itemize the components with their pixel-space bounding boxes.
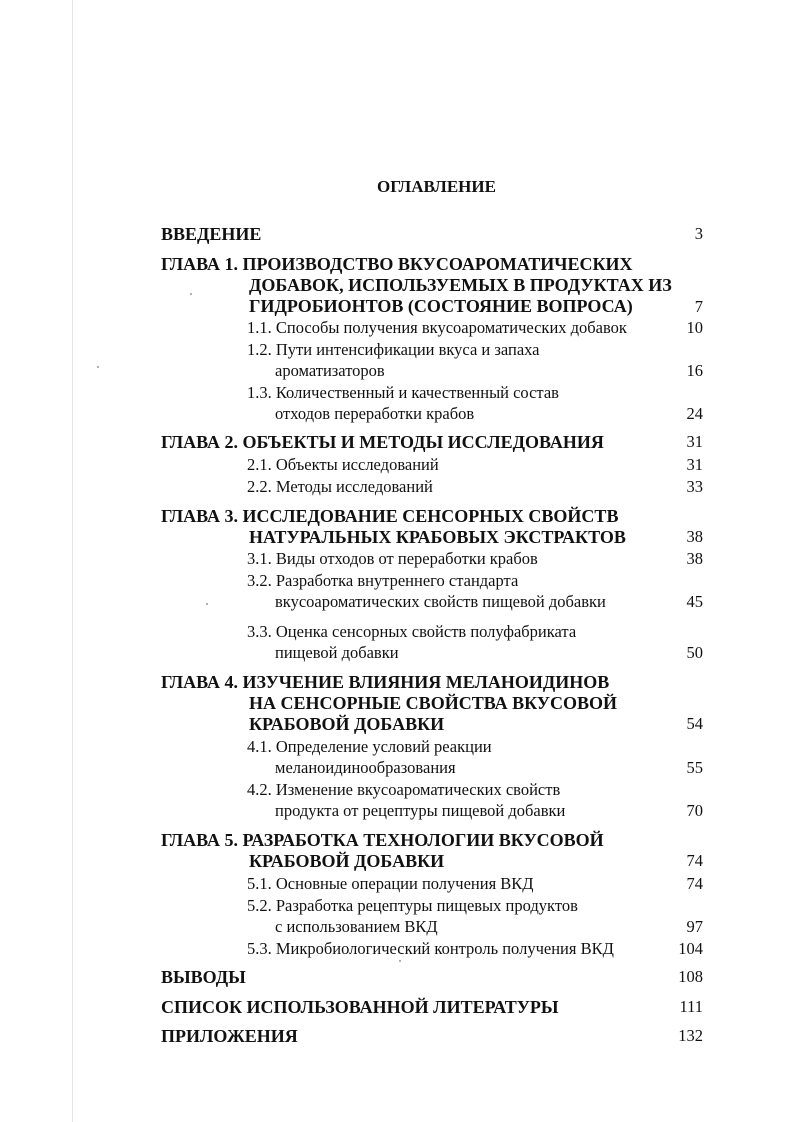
- toc-section-3-2[interactable]: 3.2. Разработка внутреннего стандарта: [247, 571, 519, 590]
- toc-heading-conclusions[interactable]: ВЫВОДЫ: [161, 967, 246, 987]
- toc-section-cont: вкусоароматических свойств пищевой добавки: [275, 592, 606, 611]
- toc-chapter-4-cont: КРАБОВОЙ ДОБАВКИ: [249, 714, 445, 734]
- toc-page-number: 31: [686, 455, 703, 474]
- toc-page-number: 7: [694, 297, 703, 316]
- toc-chapter-5[interactable]: ГЛАВА 5. РАЗРАБОТКА ТЕХНОЛОГИИ ВКУСОВОЙ: [161, 830, 604, 850]
- scan-edge-line: [72, 0, 73, 1122]
- toc-chapter-4-cont: НА СЕНСОРНЫЕ СВОЙСТВА ВКУСОВОЙ: [249, 693, 617, 713]
- toc-section-cont: меланоидинообразования: [275, 758, 456, 777]
- toc-page-number: 24: [686, 404, 703, 423]
- toc-page-number: 104: [678, 939, 703, 958]
- toc-page-number: 74: [686, 851, 703, 870]
- toc-section-cont: ароматизаторов: [275, 361, 385, 380]
- toc-page-number: 55: [686, 758, 703, 777]
- toc-page-number: 31: [686, 432, 703, 451]
- toc-chapter-3[interactable]: ГЛАВА 3. ИССЛЕДОВАНИЕ СЕНСОРНЫХ СВОЙСТВ: [161, 506, 619, 526]
- toc-section-5-1[interactable]: 5.1. Основные операции получения ВКД: [247, 874, 534, 893]
- toc-page-number: 38: [686, 549, 703, 568]
- toc-section-2-2[interactable]: 2.2. Методы исследований: [247, 477, 433, 496]
- toc-page-number: 54: [686, 714, 703, 733]
- toc-title: ОГЛАВЛЕНИЕ: [377, 177, 496, 196]
- scan-speck: [399, 960, 401, 962]
- toc-page-number: 132: [678, 1026, 703, 1045]
- toc-section-1-3[interactable]: 1.3. Количественный и качественный состав: [247, 383, 559, 402]
- toc-page-number: 16: [686, 361, 703, 380]
- scan-speck: [97, 366, 99, 368]
- toc-heading-introduction[interactable]: ВВЕДЕНИЕ: [161, 224, 262, 244]
- toc-heading-appendices[interactable]: ПРИЛОЖЕНИЯ: [161, 1026, 298, 1046]
- toc-page-number: 50: [686, 643, 703, 662]
- toc-page-number: 10: [686, 318, 703, 337]
- toc-page-number: 45: [686, 592, 703, 611]
- toc-section-2-1[interactable]: 2.1. Объекты исследований: [247, 455, 439, 474]
- toc-chapter-5-cont: КРАБОВОЙ ДОБАВКИ: [249, 851, 445, 871]
- toc-page-number: 33: [686, 477, 703, 496]
- toc-section-cont: продукта от рецептуры пищевой добавки: [275, 801, 566, 820]
- toc-section-5-2[interactable]: 5.2. Разработка рецептуры пищевых продуктов: [247, 896, 578, 915]
- toc-page-number: 111: [679, 997, 703, 1016]
- toc-heading-references[interactable]: СПИСОК ИСПОЛЬЗОВАННОЙ ЛИТЕРАТУРЫ: [161, 997, 559, 1017]
- toc-page-number: 108: [678, 967, 703, 986]
- toc-chapter-2[interactable]: ГЛАВА 2. ОБЪЕКТЫ И МЕТОДЫ ИССЛЕДОВАНИЯ: [161, 432, 604, 452]
- toc-page-number: 70: [686, 801, 703, 820]
- toc-page-number: 97: [686, 917, 703, 936]
- toc-section-3-3[interactable]: 3.3. Оценка сенсорных свойств полуфабриката: [247, 622, 577, 641]
- toc-page-number: 38: [686, 527, 703, 546]
- toc-page-number: 3: [694, 224, 703, 243]
- toc-chapter-3-cont: НАТУРАЛЬНЫХ КРАБОВЫХ ЭКСТРАКТОВ: [249, 527, 626, 547]
- toc-section-5-3[interactable]: 5.3. Микробиологический контроль получения ВКД: [247, 939, 614, 958]
- toc-chapter-1[interactable]: ГЛАВА 1. ПРОИЗВОДСТВО ВКУСОАРОМАТИЧЕСКИХ: [161, 254, 633, 274]
- toc-chapter-4[interactable]: ГЛАВА 4. ИЗУЧЕНИЕ ВЛИЯНИЯ МЕЛАНОИДИНОВ: [161, 672, 610, 692]
- scan-speck: [190, 293, 192, 295]
- toc-section-4-2[interactable]: 4.2. Изменение вкусоароматических свойств: [247, 780, 561, 799]
- toc-chapter-1-cont: ДОБАВОК, ИСПОЛЬЗУЕМЫХ В ПРОДУКТАХ ИЗ: [249, 275, 672, 295]
- toc-chapter-1-cont: ГИДРОБИОНТОВ (СОСТОЯНИЕ ВОПРОСА): [249, 296, 633, 316]
- toc-page-number: 74: [686, 874, 703, 893]
- toc-section-3-1[interactable]: 3.1. Виды отходов от переработки крабов: [247, 549, 538, 568]
- toc-section-cont: пищевой добавки: [275, 643, 399, 662]
- toc-section-1-2[interactable]: 1.2. Пути интенсификации вкуса и запаха: [247, 340, 540, 359]
- toc-section-4-1[interactable]: 4.1. Определение условий реакции: [247, 737, 492, 756]
- toc-section-1-1[interactable]: 1.1. Способы получения вкусоароматических добавок: [247, 318, 627, 337]
- toc-section-cont: отходов переработки крабов: [275, 404, 475, 423]
- scan-speck: [206, 603, 208, 605]
- toc-section-cont: с использованием ВКД: [275, 917, 438, 936]
